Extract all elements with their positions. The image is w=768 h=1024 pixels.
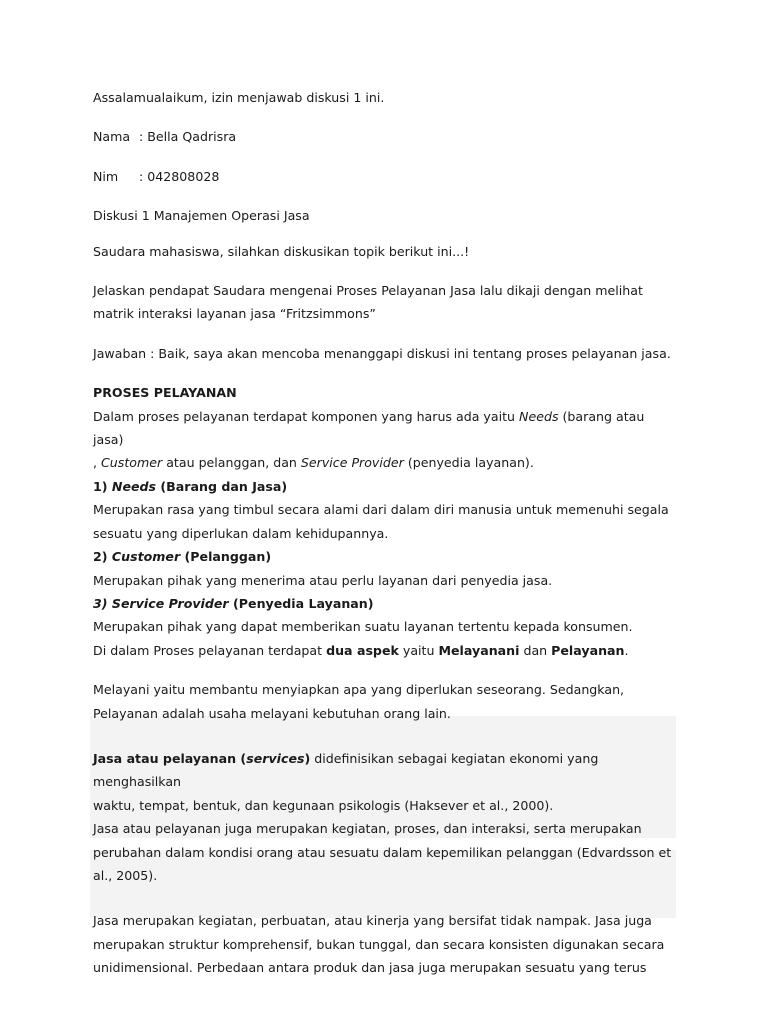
section-intro-line-1 (93, 405, 675, 452)
intro-text: (barang atau jasa) (93, 408, 645, 448)
name-line (93, 125, 675, 148)
item-3-term: 3) Service Provider (93, 595, 229, 611)
item-1-desc-line-1: Merupakan rasa yang timbul secara alami dari dalam diri manusia untuk memenuhi segala (93, 502, 669, 518)
item-2-desc: Merupakan pihak yang menerima atau perlu layanan dari penyedia jasa. (93, 572, 553, 588)
intro-text: atau pelanggan, dan (162, 455, 301, 471)
intro-text: (penyedia layanan). (403, 455, 534, 471)
name-label: Nama (93, 129, 131, 145)
item-3-desc: Merupakan pihak yang dapat memberikan suatu layanan tertentu kepada konsumen. (93, 619, 633, 635)
item-2-label: (Pelanggan) (180, 549, 272, 565)
definition-line-1 (93, 747, 675, 794)
item-2-heading (93, 545, 675, 568)
more-line-2: merupakan struktur komprehensif, bukan tunggal, dan secara konsisten digunakan secara (93, 936, 665, 952)
aspect-text: Di dalam Proses pelayanan terdapat (93, 642, 327, 658)
aspect-dua-aspek: dua aspek (326, 642, 399, 658)
intro-needs-term: Needs (519, 408, 559, 424)
intro-text: , (93, 455, 102, 471)
item-1-number: 1) (93, 478, 112, 494)
definition-line-4: perubahan dalam kondisi orang atau sesuatu dalam kepemilikan pelanggan (Edvardsson et (93, 844, 672, 860)
item-1-label: (Barang dan Jasa) (156, 478, 288, 494)
question-line-2: matrik interaksi layanan jasa “Fritzsimmons” (93, 306, 376, 322)
section-heading: PROSES PELAYANAN (93, 385, 237, 401)
aspect-melayanani: Melayanani (438, 642, 520, 658)
section-intro-line-2 (93, 451, 675, 474)
question-line-1: Jelaskan pendapat Saudara mengenai Proses Pelayanan Jasa lalu dikaji dengan melihat (93, 283, 643, 299)
more-line-1: Jasa merupakan kegiatan, perbuatan, atau kinerja yang bersifat tidak nampak. Jasa juga (93, 913, 652, 929)
definition-line-5: al., 2005). (93, 867, 158, 883)
nim-line (93, 165, 675, 188)
intro-customer-term: Customer (101, 455, 163, 471)
definition-term: Jasa atau pelayanan ( (93, 750, 247, 766)
intro-text: Dalam proses pelayanan terdapat komponen yang harus ada yaitu (93, 408, 520, 424)
definition-line-3: Jasa atau pelayanan juga merupakan kegiatan, proses, dan interaksi, serta merupakan (93, 821, 642, 837)
definition-term: ) (304, 750, 311, 766)
melayani-line-2: Pelayanan adalah usaha melayani kebutuhan orang lain. (93, 705, 451, 721)
item-1-desc-line-2: sesuatu yang diperlukan dalam kehidupannya. (93, 525, 389, 541)
item-2-number: 2) (93, 549, 112, 565)
document-body (93, 86, 675, 980)
aspect-text: . (624, 642, 629, 658)
aspect-line (93, 639, 675, 662)
aspect-text: yaitu (398, 642, 439, 658)
melayani-line-1: Melayani yaitu membantu menyiapkan apa yang diperlukan seseorang. Sedangkan, (93, 682, 625, 698)
name-value: : Bella Qadrisra (139, 129, 237, 145)
aspect-text: dan (519, 642, 552, 658)
discussion-title: Diskusi 1 Manajemen Operasi Jasa (93, 208, 310, 224)
definition-line-2: waktu, tempat, bentuk, dan kegunaan psikologis (Haksever et al., 2000). (93, 797, 554, 813)
item-2-term: Customer (111, 549, 181, 565)
item-3-heading (93, 592, 675, 615)
prompt-line: Saudara mahasiswa, silahkan diskusikan topik berikut ini...! (93, 243, 470, 259)
item-1-term: Needs (111, 478, 157, 494)
definition-services-term: services (246, 750, 305, 766)
more-line-3: unidimensional. Perbedaan antara produk dan jasa juga merupakan sesuatu yang terus (93, 960, 647, 976)
item-3-label: (Penyedia Layanan) (228, 595, 374, 611)
nim-value: : 042808028 (139, 168, 220, 184)
greeting-line: Assalamualaikum, izin menjawab diskusi 1 ini. (93, 90, 385, 105)
nim-label: Nim (93, 168, 119, 184)
answer-intro: Jawaban : Baik, saya akan mencoba menanggapi diskusi ini tentang proses pelayanan jasa. (93, 345, 671, 361)
item-1-heading (93, 475, 675, 498)
aspect-pelayanan: Pelayanan (551, 642, 625, 658)
intro-provider-term: Service Provider (300, 455, 404, 471)
definition-text: didefinisikan sebagai kegiatan ekonomi yang menghasilkan (93, 750, 599, 790)
